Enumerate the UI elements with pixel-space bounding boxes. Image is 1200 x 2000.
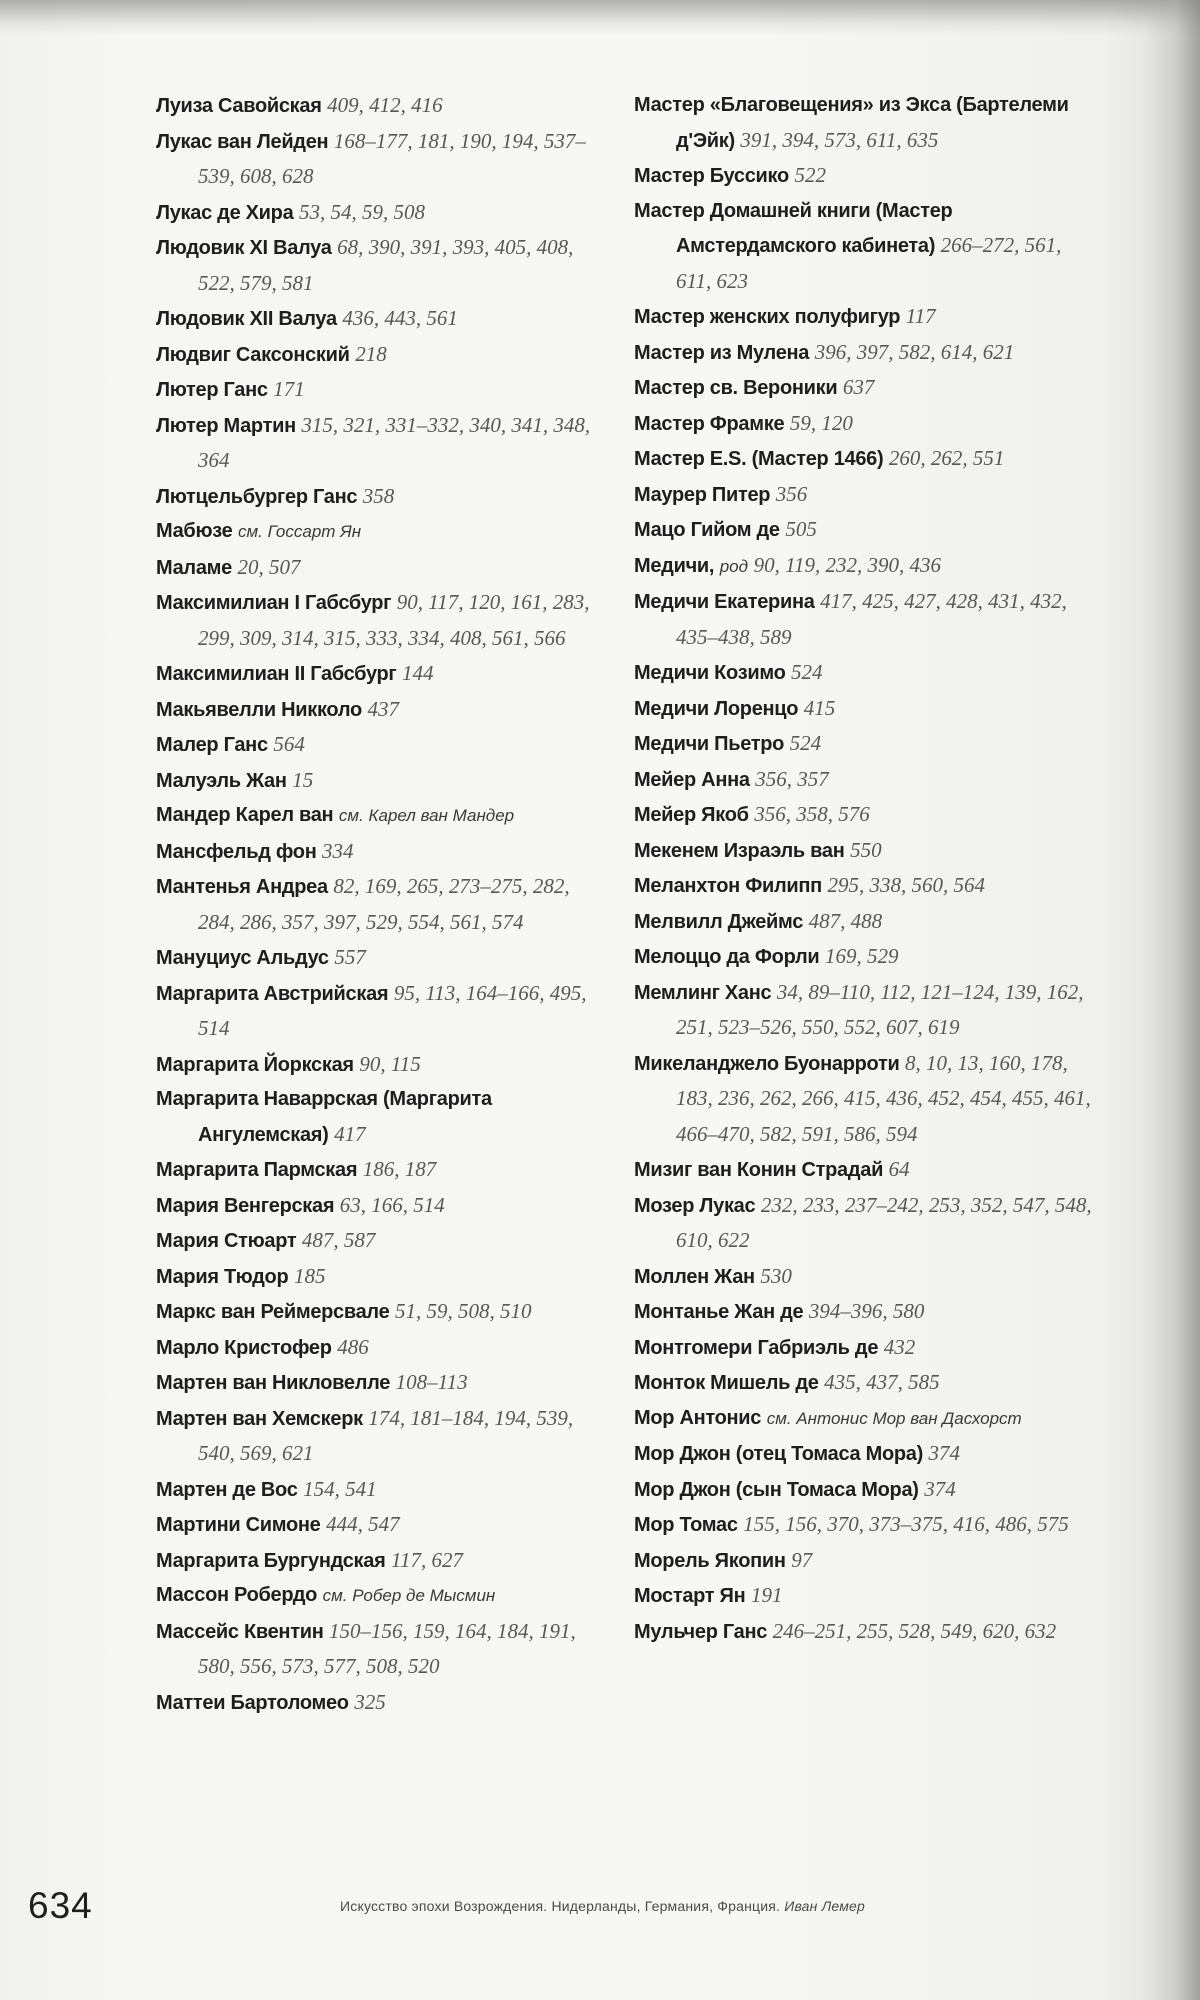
- entry-name: Мария Стюарт: [156, 1230, 297, 1252]
- entry-name: Мастер E.S. (Мастер 1466): [634, 448, 884, 470]
- entry-name: Мостарт Ян: [634, 1585, 746, 1607]
- entry-name: Микеланджело Буонарроти: [634, 1052, 900, 1075]
- index-entry: [156, 195, 611, 231]
- entry-pages: 191: [750, 1583, 783, 1607]
- entry-note: см. Антонис Мор ван Дасхорст: [766, 1408, 1022, 1428]
- index-entry: [156, 1259, 611, 1295]
- entry-pages: 415: [803, 695, 836, 720]
- entry-pages: 557: [334, 945, 366, 969]
- index-entry: [156, 1578, 611, 1614]
- entry-pages: 232, 233, 237–242, 253, 352, 547, 548, 610, 622: [676, 1192, 1092, 1252]
- entry-pages: 394–396, 580: [808, 1299, 925, 1323]
- entry-pages: 246–251, 255, 528, 549, 620, 632: [772, 1618, 1057, 1643]
- entry-pages: 315, 321, 331–332, 340, 341, 348, 364: [198, 412, 591, 472]
- index-entry: [156, 372, 611, 408]
- index-entry: [634, 335, 1092, 371]
- entry-name: Меланхтон Филипп: [634, 875, 822, 897]
- entry-name: Мульчер Ганс: [634, 1620, 768, 1643]
- entry-pages: 218: [355, 341, 387, 366]
- book-author: Иван Лемер: [784, 1898, 866, 1914]
- index-entry: [156, 479, 611, 515]
- index-entry: [634, 726, 1092, 762]
- entry-name: Массейс Квентин: [156, 1620, 324, 1643]
- index-entry: [634, 299, 1092, 335]
- entry-name: Монток Мишель де: [634, 1372, 819, 1394]
- entry-pages: 34, 89–110, 112, 121–124, 139, 162, 251, 523–526, 550, 552, 607, 619: [676, 979, 1084, 1039]
- entry-name: Малер Ганс: [156, 734, 268, 756]
- entry-pages: 171: [273, 377, 305, 401]
- index-entry: [156, 1152, 611, 1188]
- index-entry: [634, 1436, 1092, 1472]
- index-entry: [634, 584, 1092, 655]
- entry-name: Максимилиан I Габсбург: [156, 592, 392, 614]
- index-entry: [634, 1578, 1092, 1614]
- index-entry: [156, 1507, 611, 1543]
- entry-pages: 64: [888, 1157, 910, 1181]
- entry-name: Людовик XII Валуа: [156, 308, 337, 330]
- entry-name: Монтгомери Габриэль де: [634, 1336, 879, 1359]
- entry-name: Маламе: [156, 556, 232, 579]
- index-entry: [634, 975, 1092, 1046]
- entry-note: см. Госсарт Ян: [238, 522, 362, 541]
- index-entry: [634, 1543, 1092, 1579]
- entry-name: Мастер женских полуфигур: [634, 306, 901, 328]
- index-entry: [156, 656, 611, 692]
- entry-pages: 374: [924, 1476, 956, 1501]
- entry-note: см. Робер де Мысмин: [322, 1586, 496, 1605]
- entry-pages: 266–272, 561, 611, 623: [676, 233, 1062, 293]
- entry-pages: 334: [322, 838, 354, 863]
- entry-pages: 522: [794, 163, 826, 187]
- entry-name: Мозер Лукас: [634, 1194, 756, 1217]
- entry-name: Маргарита Наваррская (Маргарита Ангулемская): [156, 1088, 492, 1146]
- entry-name: Массон Робердо: [156, 1584, 318, 1606]
- page-footer: [28, 1880, 1138, 1932]
- entry-pages: 444, 547: [326, 1512, 400, 1536]
- index-entry: [156, 1472, 611, 1508]
- index-entry: [634, 1188, 1092, 1259]
- index-entry: [156, 692, 611, 728]
- entry-name: Медичи Екатерина: [634, 591, 815, 613]
- entry-name: Мабюзе: [156, 520, 233, 542]
- entry-pages: 97: [791, 1547, 813, 1572]
- book-title: Искусство эпохи Возрождения. Нидерланды, Германия, Франция.: [340, 1898, 781, 1914]
- entry-pages: 144: [402, 661, 434, 685]
- entry-name: Макьявелли Никколо: [156, 698, 362, 721]
- index-entry: [156, 727, 611, 763]
- entry-pages: 168–177, 181, 190, 194, 537–539, 608, 628: [198, 128, 586, 188]
- entry-name: Мартен ван Никловелле: [156, 1372, 391, 1394]
- entry-pages: 90, 117, 120, 161, 283, 299, 309, 314, 315, 333, 334, 408, 561, 566: [198, 590, 590, 650]
- entry-name: Лукас ван Лейден: [156, 130, 329, 153]
- entry-pages: 20, 507: [237, 554, 301, 579]
- entry-pages: 435, 437, 585: [824, 1370, 940, 1394]
- index-entry: [156, 1614, 611, 1685]
- entry-name: Мор Антонис: [634, 1406, 762, 1429]
- entry-name: Медичи Козимо: [634, 662, 786, 684]
- entry-pages: 530: [760, 1263, 792, 1288]
- entry-pages: 90, 119, 232, 390, 436: [753, 552, 942, 577]
- entry-name: Лютер Ганс: [156, 379, 268, 401]
- entry-name: Марло Кристофер: [156, 1336, 332, 1359]
- entry-pages: 186, 187: [362, 1157, 437, 1181]
- index-entry: [634, 1401, 1092, 1437]
- index-entry: [634, 1330, 1092, 1366]
- index-entry: [634, 868, 1092, 904]
- entry-name: Мор Джон (отец Томаса Мора): [634, 1443, 923, 1465]
- entry-note: см. Карел ван Мандер: [338, 806, 515, 825]
- entry-pages: 486: [337, 1334, 369, 1359]
- index-entry: [156, 976, 611, 1047]
- index-entry: [634, 1614, 1092, 1650]
- entry-name: Мария Тюдор: [156, 1265, 289, 1288]
- index-entry: [156, 1330, 611, 1366]
- entry-name: Мастер Буссико: [634, 165, 789, 187]
- index-entry: [634, 194, 1092, 300]
- entry-name: Мантенья Андреа: [156, 876, 328, 898]
- entry-name: Маргарита Австрийская: [156, 982, 389, 1005]
- entry-pages: 95, 113, 164–166, 495, 514: [198, 980, 587, 1040]
- top-edge-shadow: [0, 0, 1200, 36]
- index-entry: [156, 1365, 611, 1401]
- entry-name: Мартини Симоне: [156, 1514, 321, 1536]
- entry-name: Маргарита Пармская: [156, 1159, 358, 1181]
- entry-pages: 325: [354, 1689, 386, 1714]
- index-entry: [634, 762, 1092, 798]
- entry-pages: 82, 169, 265, 273–275, 282, 284, 286, 357, 397, 529, 554, 561, 574: [198, 874, 570, 934]
- entry-pages: 63, 166, 514: [339, 1192, 445, 1217]
- entry-pages: 437: [367, 696, 399, 721]
- entry-name: Морель Якопин: [634, 1549, 786, 1572]
- entry-name: Лютер Мартин: [156, 414, 296, 437]
- entry-name: Мастер из Мулена: [634, 341, 810, 364]
- page-number: 634: [28, 1885, 93, 1926]
- entry-pages: 356: [775, 481, 808, 506]
- index-entry: [156, 230, 611, 301]
- index-entry: [156, 1294, 611, 1330]
- entry-name: Мацо Гийом де: [634, 519, 780, 541]
- index-entry: [634, 655, 1092, 691]
- entry-name: Максимилиан II Габсбург: [156, 663, 397, 685]
- entry-pages: 436, 443, 561: [342, 306, 458, 330]
- entry-name: Монтанье Жан де: [634, 1301, 804, 1323]
- entry-name: Мастер св. Вероники: [634, 377, 838, 399]
- entry-pages: 53, 54, 59, 508: [298, 199, 425, 224]
- entry-name: Мануциус Альдус: [156, 947, 329, 969]
- entry-pages: 637: [842, 375, 875, 399]
- entry-name: Мейер Якоб: [634, 804, 749, 826]
- entry-pages: 185: [293, 1263, 326, 1288]
- entry-name: Медичи,: [634, 554, 715, 577]
- index-entry: [156, 940, 611, 976]
- entry-name: Мартен ван Хемскерк: [156, 1407, 363, 1430]
- entry-pages: 295, 338, 560, 564: [827, 873, 985, 897]
- entry-pages: 117: [905, 304, 936, 328]
- index-entry: [156, 1188, 611, 1224]
- index-entry: [634, 797, 1092, 833]
- entry-name: Малуэль Жан: [156, 769, 287, 792]
- entry-pages: 356, 358, 576: [754, 802, 870, 826]
- entry-pages: 169, 529: [824, 944, 899, 968]
- entry-pages: 260, 262, 551: [888, 446, 1005, 470]
- entry-pages: 155, 156, 370, 373–375, 416, 486, 575: [743, 1512, 1069, 1536]
- index-entry: [634, 406, 1092, 442]
- entry-name: Мансфельд фон: [156, 840, 317, 863]
- entry-pages: 524: [789, 731, 822, 755]
- index-entry: [156, 124, 611, 195]
- index-entry: [634, 158, 1092, 194]
- entry-pages: 524: [791, 660, 823, 684]
- index-entry: [634, 1507, 1092, 1543]
- entry-pages: 174, 181–184, 194, 539, 540, 569, 621: [198, 1405, 574, 1465]
- entry-pages: 8, 10, 13, 160, 178, 183, 236, 262, 266, 415, 436, 452, 454, 455, 461, 466–470, 582, 591, 586, 594: [676, 1050, 1091, 1146]
- index-entry: [156, 1401, 611, 1472]
- entry-name: Моллен Жан: [634, 1265, 755, 1288]
- index-entry: [634, 370, 1092, 406]
- entry-pages: 108–113: [395, 1370, 468, 1394]
- entry-name: Мизиг ван Конин Страдай: [634, 1159, 884, 1181]
- entry-name: Медичи Пьетро: [634, 733, 785, 755]
- entry-pages: 396, 397, 582, 614, 621: [814, 339, 1015, 364]
- entry-name: Мастер Фрамке: [634, 412, 785, 435]
- index-entry: [156, 1047, 611, 1083]
- index-entry: [156, 1685, 611, 1721]
- entry-name: Маркс ван Реймерсвале: [156, 1301, 390, 1323]
- index-entry: [156, 88, 611, 124]
- index-entry: [634, 1259, 1092, 1295]
- entry-pages: 487, 587: [301, 1228, 376, 1252]
- entry-name: Мария Венгерская: [156, 1194, 335, 1217]
- entry-name: Мор Томас: [634, 1514, 738, 1536]
- entry-pages: 564: [273, 732, 305, 756]
- index-entry: [156, 408, 611, 479]
- entry-name: Мастер Домашней книги (Мастер Амстердамского кабинета): [634, 199, 953, 257]
- entry-name: Маргарита Йоркская: [156, 1053, 354, 1076]
- entry-name: Мейер Анна: [634, 768, 750, 791]
- entry-pages: 15: [292, 767, 314, 792]
- entry-pages: 356, 357: [755, 766, 829, 791]
- entry-name: Маурер Питер: [634, 483, 771, 506]
- entry-pages: 409, 412, 416: [327, 93, 443, 117]
- entry-name: Мелвилл Джеймс: [634, 910, 804, 933]
- index-entry: [634, 88, 1092, 158]
- index-entry: [156, 550, 611, 586]
- index-column-right: [634, 88, 1092, 1649]
- index-entry: [634, 939, 1092, 975]
- index-entry: [634, 441, 1092, 477]
- entry-name: Медичи Лоренцо: [634, 697, 799, 720]
- index-entry: [634, 691, 1092, 727]
- index-entry: [156, 834, 611, 870]
- entry-pages: 154, 541: [303, 1476, 377, 1501]
- index-entry: [156, 585, 611, 656]
- entry-name: Лукас де Хира: [156, 201, 294, 224]
- entry-name: Мелоццо да Форли: [634, 946, 820, 968]
- entry-name: Мемлинг Ханс: [634, 981, 772, 1004]
- entry-pages: 391, 394, 573, 611, 635: [740, 127, 939, 152]
- index-entry: [156, 1223, 611, 1259]
- index-entry: [634, 904, 1092, 940]
- index-entry: [634, 833, 1092, 869]
- entry-note: род: [719, 556, 749, 576]
- entry-pages: 150–156, 159, 164, 184, 191, 580, 556, 573, 577, 508, 520: [198, 1618, 576, 1678]
- index-entry: [634, 1152, 1092, 1188]
- index-entry: [634, 1046, 1092, 1153]
- index-entry: [634, 512, 1092, 548]
- index-entry: [156, 337, 611, 373]
- index-entry: [634, 548, 1092, 585]
- entry-pages: 51, 59, 508, 510: [394, 1299, 532, 1323]
- index-entry: [156, 798, 611, 834]
- index-entry: [634, 477, 1092, 513]
- entry-pages: 505: [785, 517, 817, 541]
- index-entry: [634, 1472, 1092, 1508]
- entry-pages: 90, 115: [359, 1051, 421, 1076]
- entry-pages: 487, 488: [808, 908, 883, 933]
- entry-name: Мекенем Израэль ван: [634, 839, 845, 862]
- entry-name: Мартен де Вос: [156, 1478, 298, 1501]
- entry-pages: 117, 627: [391, 1547, 463, 1572]
- index-entry: [156, 301, 611, 337]
- entry-pages: 550: [850, 837, 882, 862]
- entry-pages: 59, 120: [789, 410, 853, 435]
- entry-name: Маттеи Бартоломео: [156, 1691, 349, 1714]
- entry-pages: 417: [334, 1121, 366, 1146]
- entry-pages: 417, 425, 427, 428, 431, 432, 435–438, 589: [676, 589, 1067, 649]
- entry-name: Мастер «Благовещения» из Экса (Бартелеми д'Эйк): [634, 94, 1069, 152]
- index-entry: [156, 763, 611, 799]
- entry-pages: 374: [928, 1441, 961, 1465]
- entry-name: Лютцельбургер Ганс: [156, 485, 358, 508]
- page-gutter-shadow: [1145, 0, 1200, 2000]
- entry-pages: 432: [883, 1334, 916, 1359]
- entry-name: Людвиг Саксонский: [156, 343, 350, 366]
- entry-name: Луиза Савойская: [156, 95, 322, 117]
- entry-name: Мандер Карел ван: [156, 804, 334, 826]
- index-entry: [156, 1082, 611, 1152]
- entry-pages: 68, 390, 391, 393, 405, 408, 522, 579, 581: [198, 235, 574, 295]
- index-entry: [156, 1543, 611, 1579]
- entry-pages: 358: [362, 483, 395, 508]
- running-title: [340, 1894, 865, 1918]
- entry-name: Людовик XI Валуа: [156, 237, 332, 259]
- index-column-left: [156, 88, 611, 1720]
- index-entry: [156, 869, 611, 940]
- entry-name: Мор Джон (сын Томаса Мора): [634, 1478, 919, 1501]
- entry-name: Маргарита Бургундская: [156, 1549, 386, 1572]
- index-entry: [156, 514, 611, 550]
- index-entry: [634, 1294, 1092, 1330]
- index-entry: [634, 1365, 1092, 1401]
